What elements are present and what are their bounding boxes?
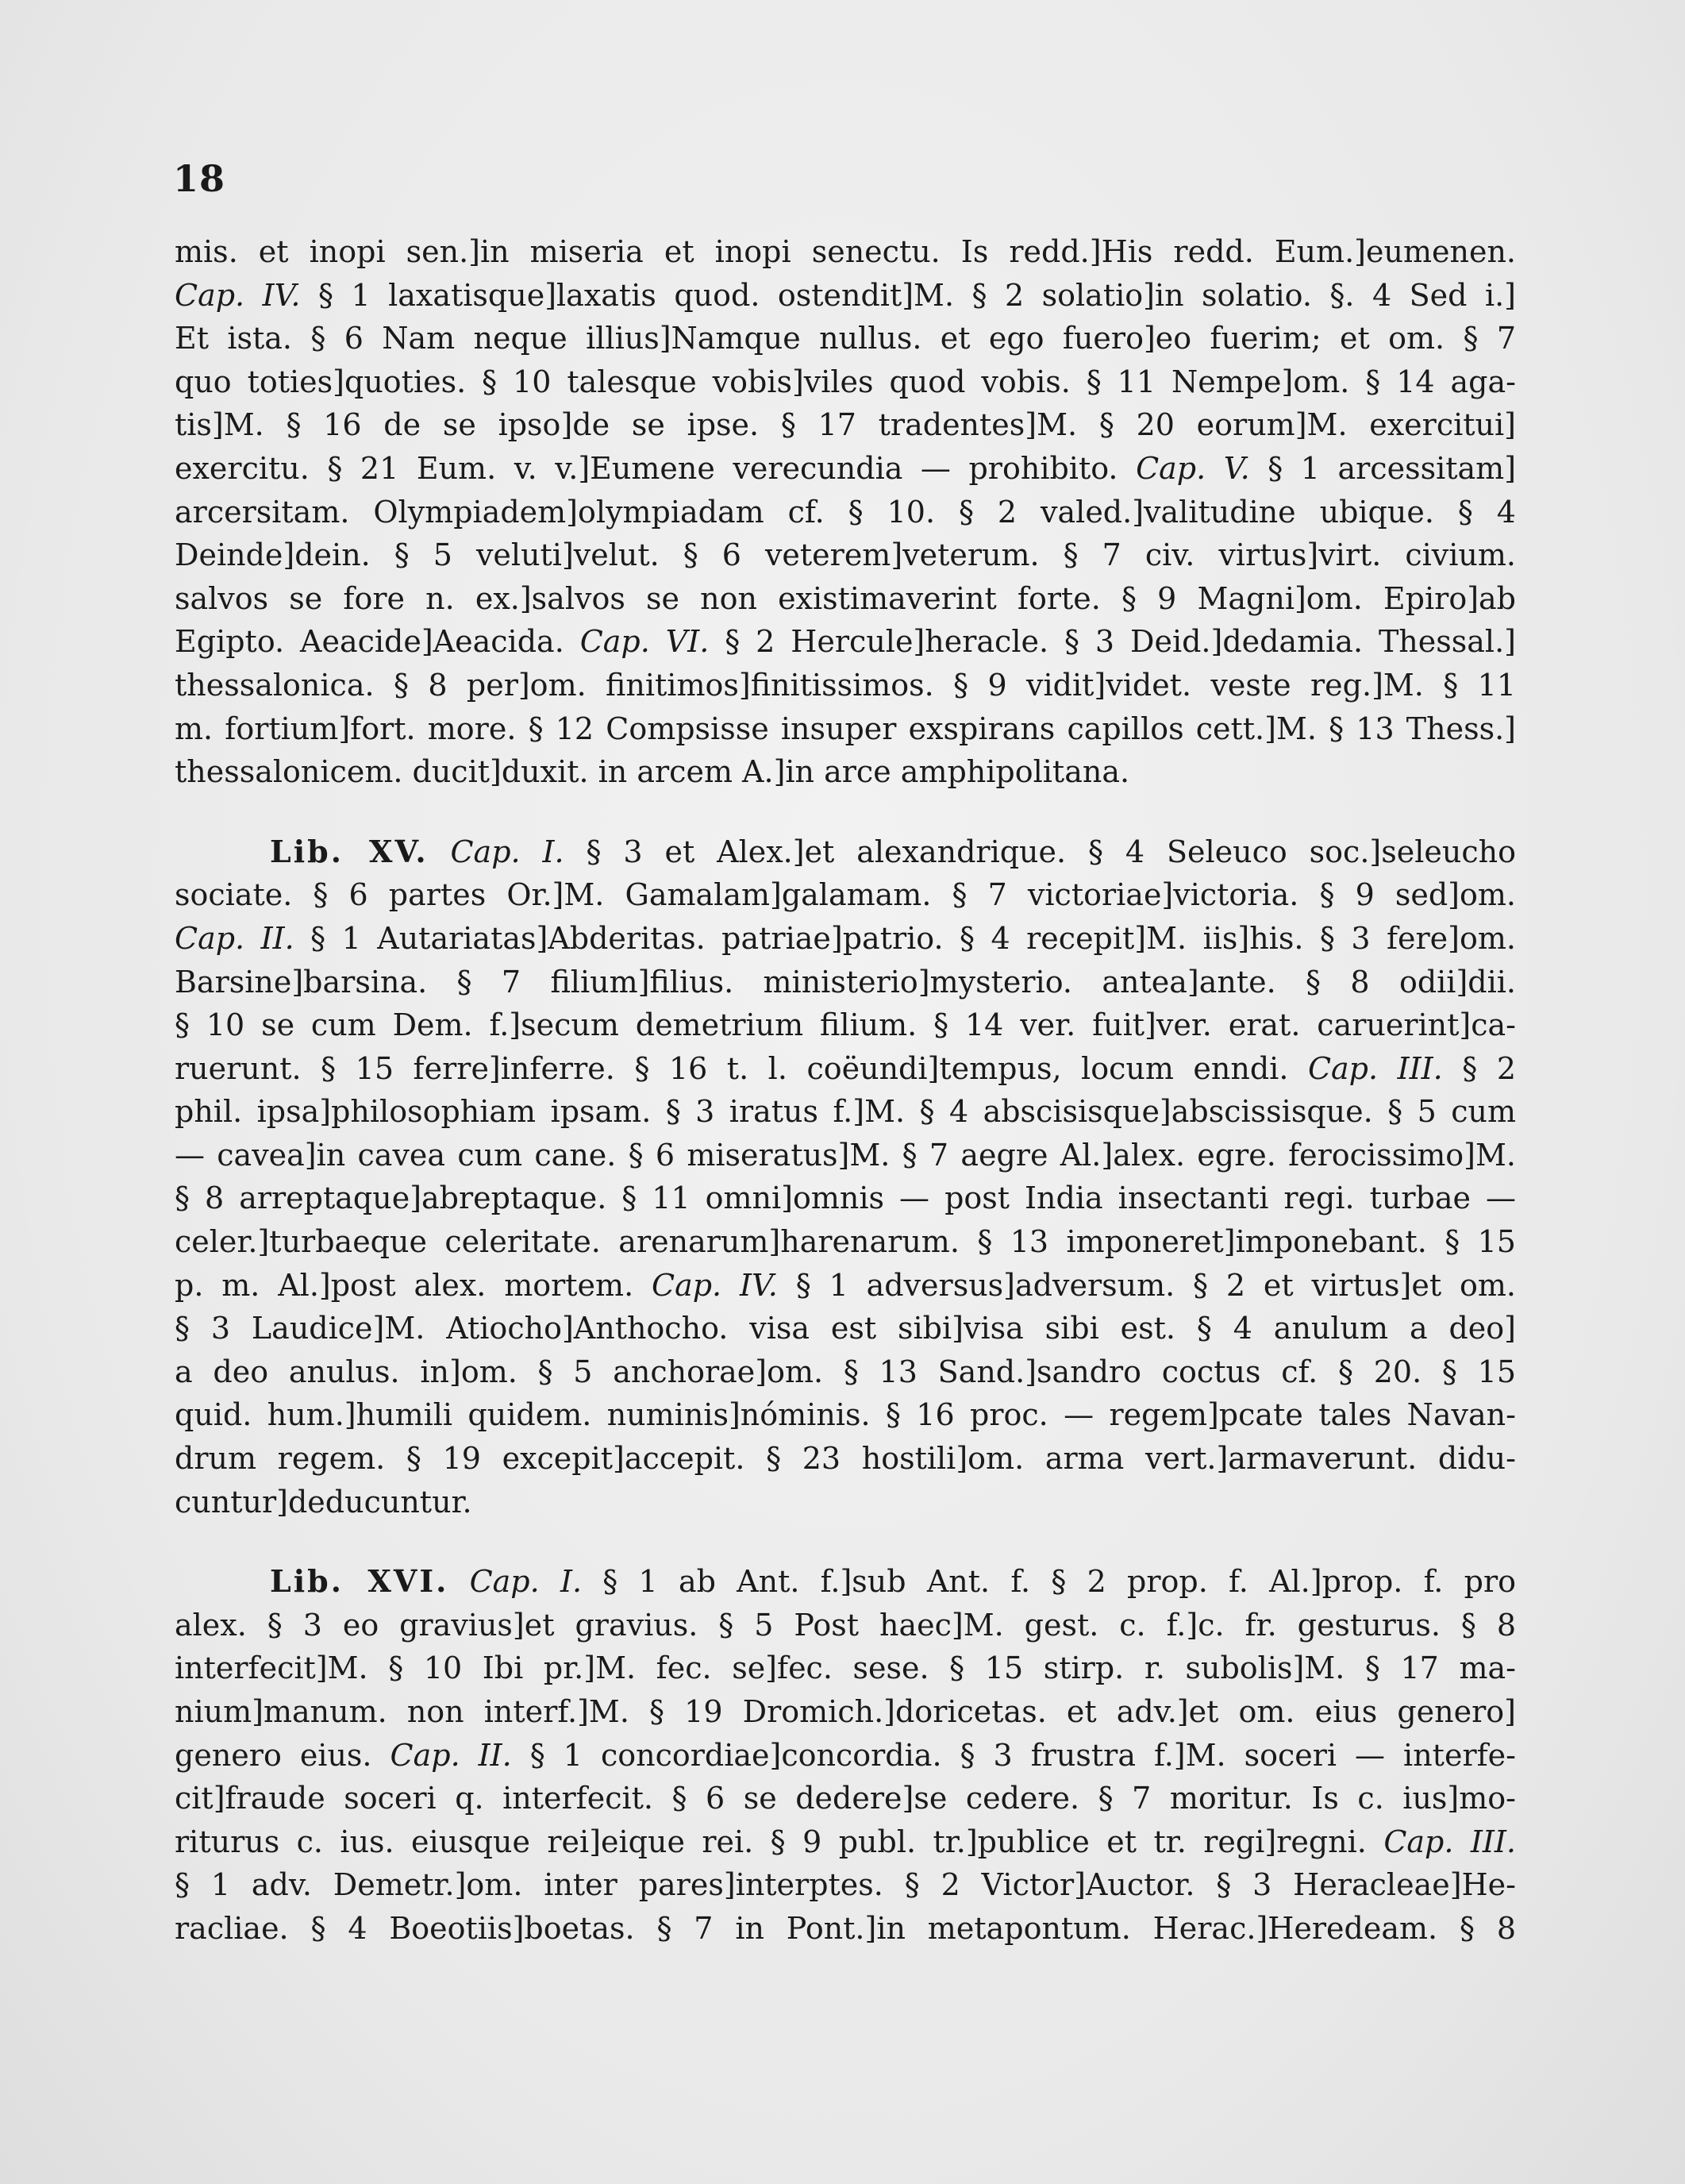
text-line: tis]M. § 16 de se ipso]de se ipse. § 17 tradentes]M. § 20 eorum]M. exercitui] [175,407,1516,443]
text-line: nium]manum. non interf.]M. § 19 Dromich.]doricetas. et adv.]et om. eius genero] [175,1694,1516,1729]
text-line: a deo anulus. in]om. § 5 anchorae]om. § 13 Sand.]sandro coctus cf. § 20. § 15 [175,1354,1516,1389]
section-gap [175,794,1516,830]
text-line: § 3 Laudice]M. Atiocho]Anthocho. visa est sibi]visa sibi est. § 4 anulum a deo] [175,1311,1516,1346]
text-line: mis. et inopi sen.]in miseria et inopi senectu. Is redd.]His redd. Eum.]eumenen. [175,234,1516,269]
text-line: phil. ipsa]philosophiam ipsam. § 3 iratus f.]M. § 4 abscisisque]abscissisque. § 5 cum [175,1094,1516,1130]
text-line: quo toties]quoties. § 10 talesque vobis]viles quod vobis. § 11 Nempe]om. § 14 aga- [175,364,1516,399]
text-line: genero eius. Cap. II. § 1 concordiae]concordia. § 3 frustra f.]M. soceri — interfe- [175,1737,1517,1773]
text-line: ruerunt. § 15 ferre]inferre. § 16 t. l. coëundi]tempus, locum enndi. Cap. III. § 2 [175,1050,1517,1086]
text-line: arcersitam. Olympiadem]olympiadam cf. § 10. § 2 valed.]valitudine ubique. § 4 [175,494,1516,530]
text-line: riturus c. ius. eiusque rei]eique rei. § 9 publ. tr.]publice et tr. regi]regni. Cap. III. [175,1824,1517,1859]
section-heading-line-lib-xvi: Lib. XVI. Cap. I. § 1 ab Ant. f.]sub Ant. f. § 2 prop. f. Al.]prop. f. pro [270,1563,1516,1600]
text-line: Cap. II. § 1 Autariatas]Abderitas. patriae]patrio. § 4 recepit]M. iis]his. § 3 fere]om. [175,920,1516,956]
text-line: interfecit]M. § 10 Ibi pr.]M. fec. se]fec. sese. § 15 stirp. r. subolis]M. § 17 ma- [175,1651,1516,1686]
text-line: celer.]turbaeque celeritate. arenarum]harenarum. § 13 imponeret]imponebant. § 15 [175,1224,1516,1260]
text-line: quid. hum.]humili quidem. numinis]nóminis. § 16 proc. — regem]pcate tales Navan- [175,1397,1516,1433]
text-line: alex. § 3 eo gravius]et gravius. § 5 Post haec]M. gest. c. f.]c. fr. gesturus. § 8 [175,1607,1516,1643]
text-line: § 1 adv. Demetr.]om. inter pares]interptes. § 2 Victor]Auctor. § 3 Heracleae]He- [175,1867,1516,1903]
text-line: Deinde]dein. § 5 veluti]velut. § 6 veterem]veterum. § 7 civ. virtus]virt. civium. [175,537,1516,573]
text-line: Barsine]barsina. § 7 filium]filius. ministerio]mysterio. antea]ante. § 8 odii]dii. [175,964,1516,1000]
text-line: Et ista. § 6 Nam neque illius]Namque nullus. et ego fuero]eo fuerim; et om. § 7 [175,321,1516,356]
book-heading: Lib. XV. [270,833,429,869]
text-line: sociate. § 6 partes Or.]M. Gamalam]galamam. § 7 victoriae]victoria. § 9 sed]om. [175,877,1516,913]
text-line: m. fortium]fort. more. § 12 Compsisse insuper exspirans capillos cett.]M. § 13 Thess.] [175,711,1516,746]
text-line: drum regem. § 19 excepit]accepit. § 23 hostili]om. arma vert.]armaverunt. didu- [175,1441,1516,1477]
text-line: thessalonicem. ducit]duxit. in arcem A.]in arce amphipolitana. [175,754,1130,790]
text-line: — cavea]in cavea cum cane. § 6 miseratus]M. § 7 aegre Al.]alex. egre. ferocissimo]M. [175,1137,1516,1173]
text-line: racliae. § 4 Boeotiis]boetas. § 7 in Pont.]in metapontum. Herac.]Heredeam. § 8 [175,1910,1516,1946]
text-line: thessalonica. § 8 per]om. finitimos]finitissimos. § 9 vidit]videt. veste reg.]M. § 11 [175,667,1516,703]
book-heading: Lib. XVI. [270,1563,449,1600]
text-line: p. m. Al.]post alex. mortem. Cap. IV. § 1 adversus]adversum. § 2 et virtus]et om. [175,1267,1516,1303]
text-line: § 10 se cum Dem. f.]secum demetrium filium. § 14 ver. fuit]ver. erat. caruerint]ca- [175,1007,1516,1043]
text-line: Cap. IV. § 1 laxatisque]laxatis quod. ostendit]M. § 2 solatio]in solatio. §. 4 Sed i.] [175,277,1516,313]
section-heading-line-lib-xv: Lib. XV. Cap. I. § 3 et Alex.]et alexandrique. § 4 Seleuco soc.]seleucho [270,833,1516,869]
section-gap [175,1523,1516,1560]
text-line: § 8 arreptaque]abreptaque. § 11 omni]omnis — post India insectanti regi. turbae — [175,1181,1516,1216]
text-body [175,230,1516,1951]
text-line: cit]fraude soceri q. interfecit. § 6 se dedere]se cedere. § 7 moritur. Is c. ius]mo- [175,1781,1516,1816]
page-number: 18 [173,157,226,200]
text-line: cuntur]deducuntur. [175,1484,472,1520]
text-line: Egipto. Aeacide]Aeacida. Cap. VI. § 2 Hercule]heracle. § 3 Deid.]dedamia. Thessal.] [175,624,1516,660]
text-line: exercitu. § 21 Eum. v. v.]Eumene verecundia — prohibito. Cap. V. § 1 arcessitam] [175,450,1517,486]
text-line: salvos se fore n. ex.]salvos se non existimaverint forte. § 9 Magni]om. Epiro]ab [175,580,1516,616]
